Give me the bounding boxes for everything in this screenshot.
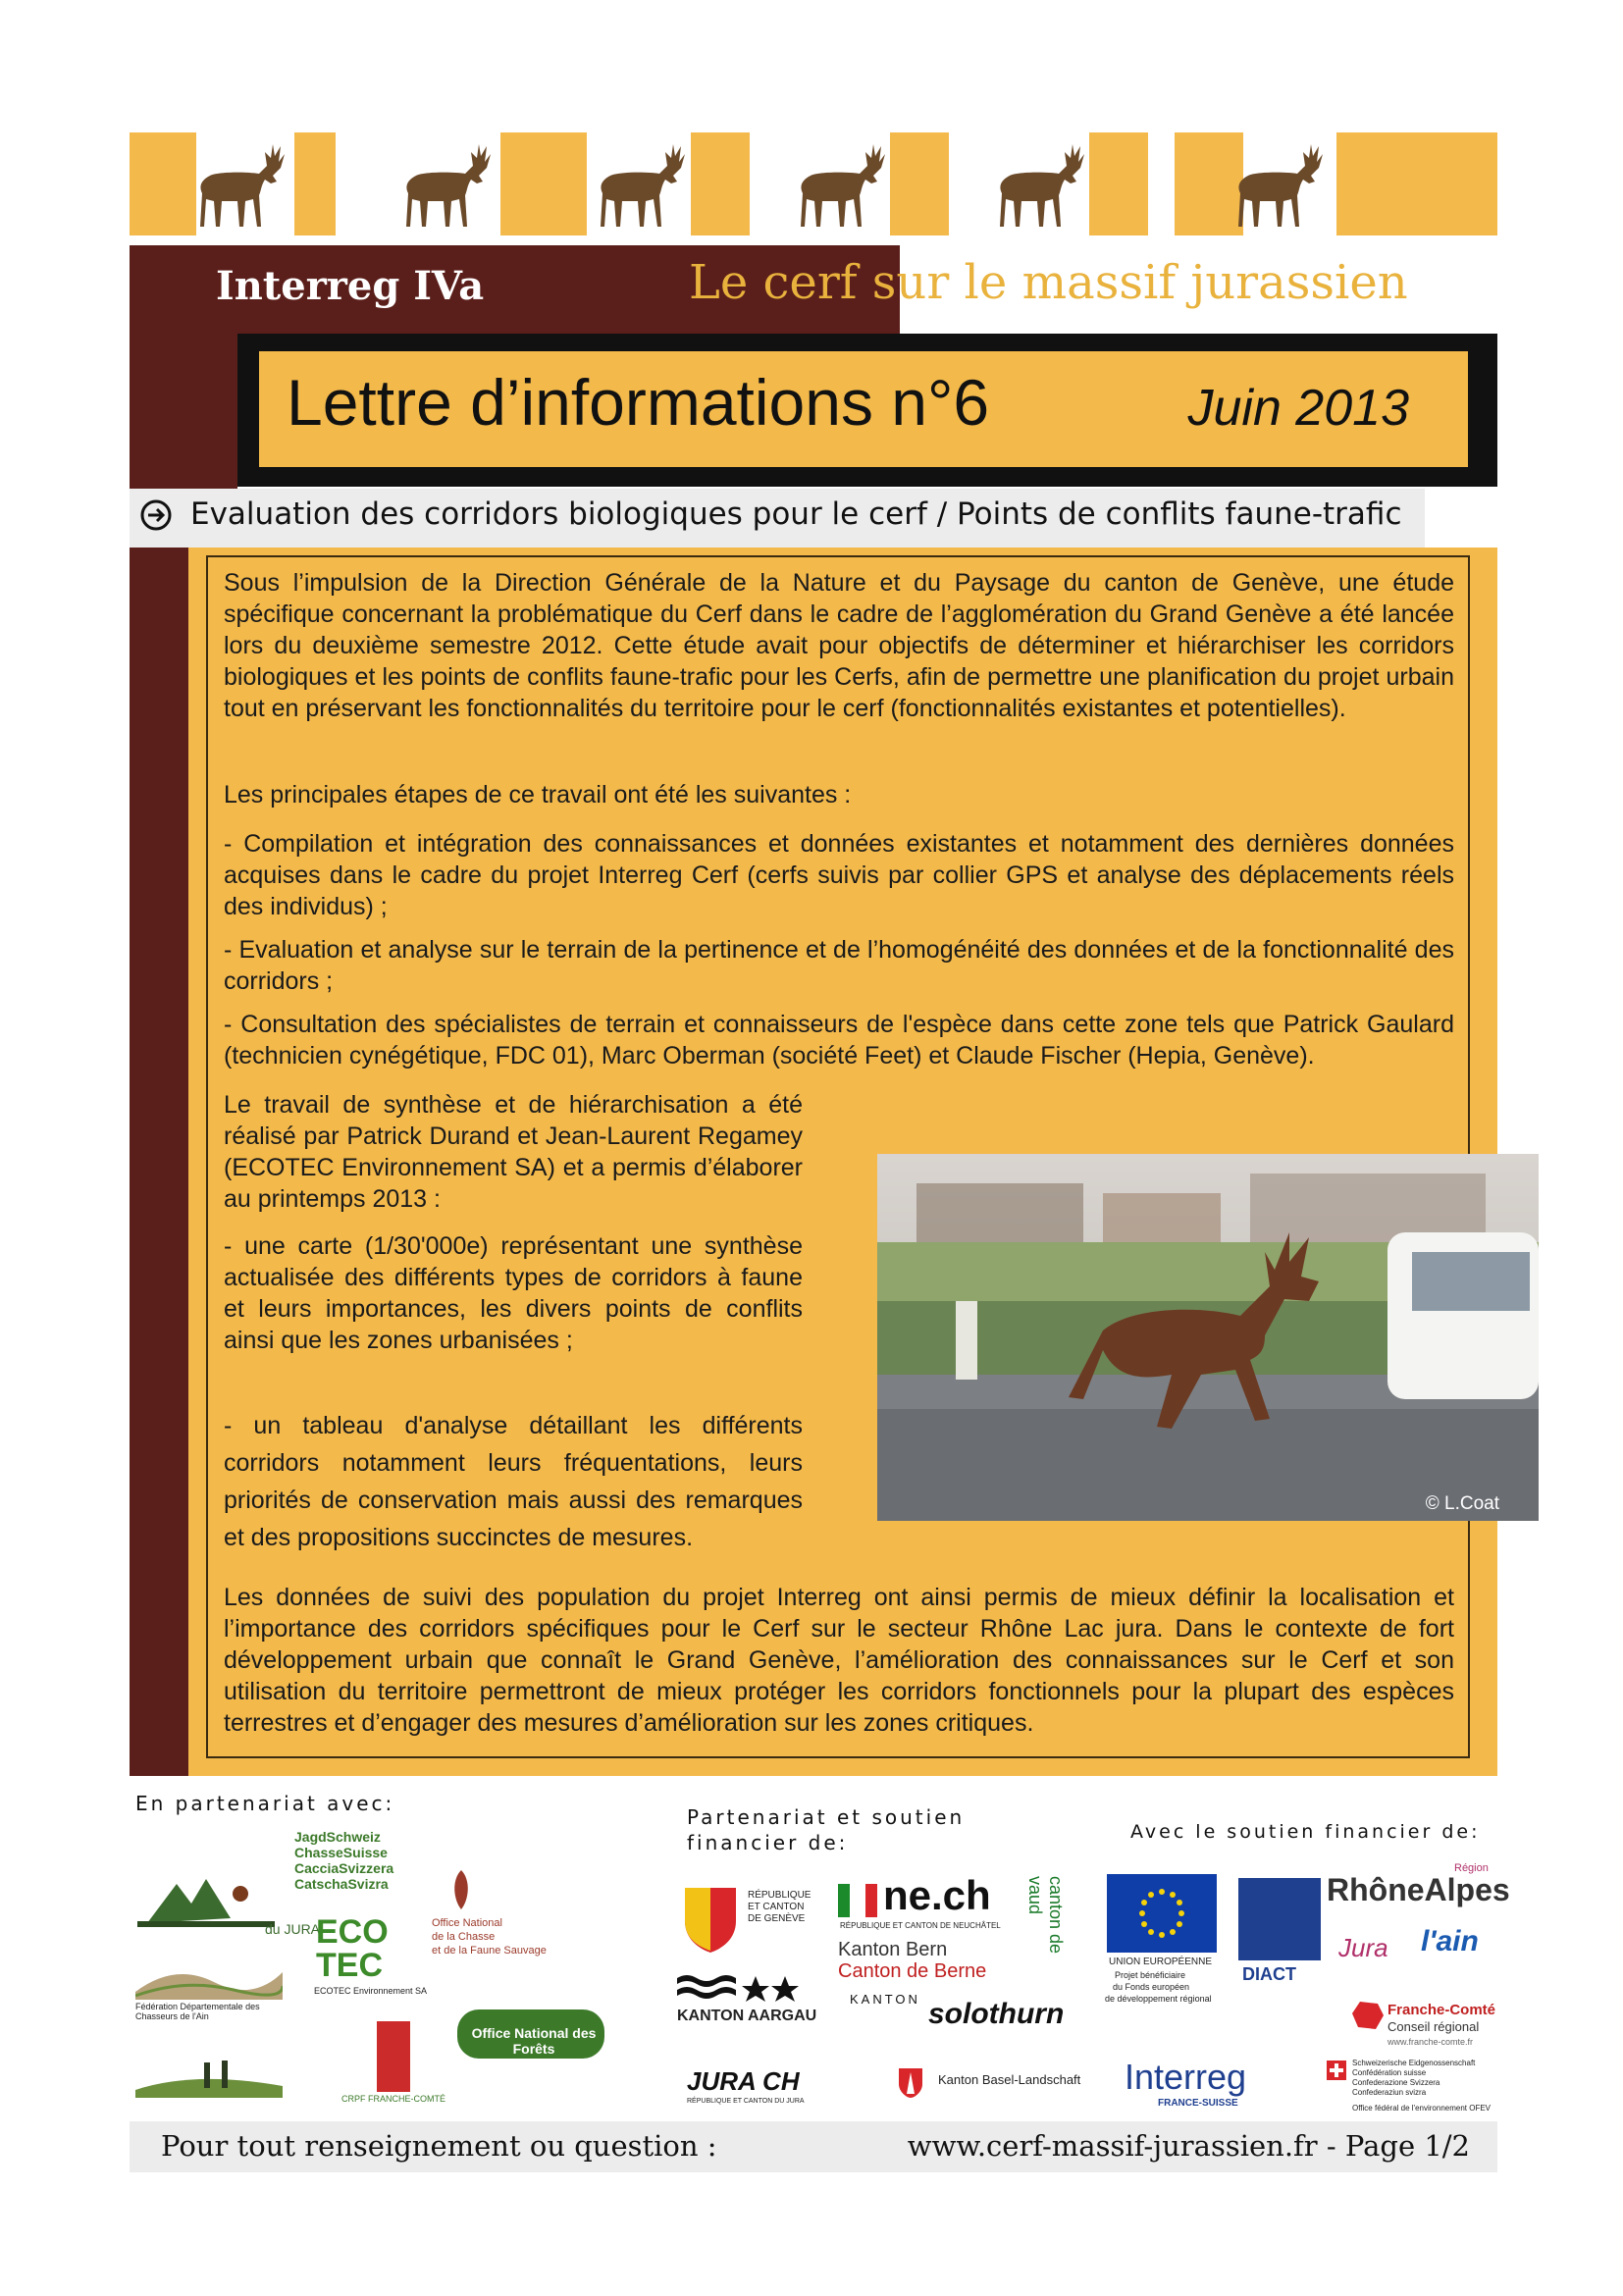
basel-label: Kanton Basel-Landschaft: [938, 2072, 1081, 2087]
eu-label-4: de développement régional: [1105, 1994, 1212, 2004]
onf-label: Office National des Forêts: [471, 2025, 597, 2057]
deliverable-table: - un tableau d'analyse détaillant les différents corridors notamment leurs fréquentations, leurs priorités de conservation mais aussi des remarques et des propositions succinctes de mesures.: [224, 1412, 803, 1551]
strip-tile: [691, 132, 750, 235]
stag-silhouette-icon: [589, 136, 697, 235]
diact-label: DIACT: [1242, 1964, 1296, 1984]
federation-jura-label: du JURA: [265, 1921, 321, 1937]
crpf-label: CRPF FRANCHE-COMTÉ: [341, 2094, 445, 2104]
footer-bar: [130, 2121, 1497, 2172]
title-band: [130, 245, 1497, 334]
jagd-logo-line1: JagdSchweiz: [294, 1829, 381, 1845]
swiss-label-3: Confederazione Svizzera: [1352, 2078, 1440, 2087]
hunters-logo: [135, 2051, 283, 2098]
solothurn-label-a: KANTON: [850, 1992, 920, 2007]
franche-comte-label-3: www.franche-comte.fr: [1387, 2037, 1474, 2047]
newsletter-title-frame: [130, 332, 1497, 489]
deer-photo-image: [877, 1154, 1539, 1521]
neuchatel-flag-icon: [838, 1884, 877, 1917]
jura-logo: JURA CH: [687, 2066, 800, 2096]
financial-partners-heading-line2: financier de:: [687, 1831, 849, 1854]
frame-maroon-bar: [130, 332, 237, 489]
deer-head-icon: [442, 1860, 481, 1913]
jura-departement-logo: Jura: [1338, 1933, 1388, 1962]
project-title: Le cerf sur le massif jurassien: [689, 255, 1408, 310]
ecotec-label: ECOTEC Environnement SA: [314, 1986, 428, 1996]
neuchatel-label: RÉPUBLIQUE ET CANTON DE NEUCHÂTEL: [840, 1921, 1001, 1930]
geneva-label-1: RÉPUBLIQUE: [748, 1890, 812, 1901]
swiss-label-1: Schweizerische Eidgenossenschaft: [1352, 2059, 1476, 2067]
oncfs-label-1: Office National: [432, 1917, 502, 1929]
interreg-logo: Interreg: [1125, 2057, 1247, 2097]
strip-tile: [890, 132, 949, 235]
republique-francaise-logo: [1238, 1878, 1321, 1960]
neuchatel-logo: ne.ch: [883, 1872, 991, 1918]
interreg-sublabel: FRANCE-SUISSE: [1158, 2098, 1238, 2109]
stag-silhouette-icon: [188, 136, 296, 235]
geneva-label-3: DE GENÈVE: [748, 1913, 806, 1924]
swiss-label-5: Office fédéral de l'environnement OFEV: [1352, 2104, 1492, 2113]
solothurn-label-b: solothurn: [928, 1998, 1065, 2030]
strip-tile: [500, 132, 587, 235]
article-block: [130, 548, 1497, 1776]
vaud-logo: [1021, 1870, 1066, 1978]
oncfs-label-3: et de la Faune Sauvage: [432, 1945, 547, 1957]
section-heading: [130, 489, 1497, 548]
oncfs-logo: [442, 1860, 481, 1913]
rhone-alpes-logo: RhôneAlpes: [1327, 1872, 1510, 1907]
newsletter-title-box: [237, 334, 1497, 487]
onf-logo: [457, 2009, 604, 2059]
bern-label-2: Canton de Berne: [838, 1960, 987, 1982]
article-maroon-bar: [130, 548, 188, 1776]
stag-silhouette-icon: [394, 136, 502, 235]
landscape-icon: [135, 1953, 283, 2000]
ecotec-logo: ECO TEC: [316, 1913, 389, 1984]
geneva-label-2: ET CANTON: [748, 1902, 805, 1912]
vaud-label: canton de vaud: [1025, 1876, 1066, 1955]
aargau-label: KANTON AARGAU: [677, 2008, 817, 2024]
oncfs-label-2: de la Chasse: [432, 1931, 496, 1943]
step-evaluation: - Evaluation et analyse sur le terrain de la pertinence et de l’homogénéité des données et de la fonctionnalité des corridors ;: [224, 936, 1454, 995]
eu-label-2: Projet bénéficiaire: [1115, 1970, 1186, 1980]
partners-heading: En partenariat avec:: [135, 1792, 395, 1815]
franche-comte-label-1: Franche-Comté: [1387, 2002, 1496, 2018]
aargau-arms-icon: [677, 1972, 814, 2006]
financial-support-heading: Avec le soutien financier de:: [1130, 1821, 1481, 1843]
deliverable-map: - une carte (1/30'000e) représentant une synthèse actualisée des différents types de corridors à faune et leurs importances, les divers points de conflits ainsi que les zones urbanisées ;: [224, 1232, 803, 1354]
strip-tile: [1336, 132, 1497, 235]
section-heading-bar: [130, 489, 1425, 548]
header-stag-strip: [130, 132, 1497, 235]
federation-jura-logo: [137, 1864, 275, 1933]
steps-intro: Les principales étapes de ce travail ont été les suivantes :: [224, 781, 852, 809]
financial-partners-heading-line1: Partenariat et soutien: [687, 1805, 966, 1829]
crpf-logo: [377, 2021, 410, 2092]
eu-label-3: du Fonds européen: [1113, 1982, 1190, 1992]
geneva-coat-of-arms-icon: [681, 1878, 740, 1955]
jura-label: RÉPUBLIQUE ET CANTON DU JURA: [687, 2098, 805, 2105]
ain-departement-logo: l'ain: [1421, 1925, 1479, 1957]
stag-silhouette-icon: [988, 136, 1096, 235]
jagd-logo-line2: ChasseSuisse: [294, 1845, 388, 1860]
swiss-label-4: Confederaziun svizra: [1352, 2088, 1427, 2097]
synthesis-paragraph: Le travail de synthèse et de hiérarchisation a été réalisé par Patrick Durand et Jean-Laurent Regamey (ECOTEC Environnement SA) et a permis d’élaborer au printemps 2013 :: [224, 1091, 803, 1213]
hunters-icon: [135, 2051, 283, 2098]
intro-paragraph: Sous l’impulsion de la Direction Générale de la Nature et du Paysage du canton de Genève, une étude spécifique concernant la problématique du Cerf dans le cadre de l’agglomération du Grand Genève a été lancée lors du deuxième semestre 2012. Cette étude avait pour objectifs de déterminer et hiérarchiser les corridors biologiques et les points de conflits faune-trafic pour les Cerfs, afin de permettre une planification du projet urbain tout en préservant les fonctionnalités du territoire pour le cerf (fonctionnalités existantes et potentielles).: [224, 569, 1454, 722]
swiss-flag-icon: [1327, 2061, 1346, 2080]
rhone-alpes-region: Région: [1454, 1862, 1489, 1874]
france-map-icon: [1350, 1998, 1386, 2033]
newsletter-title-panel: [259, 351, 1468, 467]
strip-tile: [294, 132, 336, 235]
forest-hunter-icon: [137, 1864, 275, 1933]
stag-silhouette-icon: [1227, 136, 1335, 235]
arrow-bullet-icon: [137, 496, 175, 534]
newsletter-title: Lettre d’informations n°6: [287, 366, 990, 439]
step-compilation: - Compilation et intégration des connaissances et données existantes et notamment des dernières données acquises dans le cadre du projet Interreg Cerf (cerfs suivis par collier GPS et analyse des déplacements réels des individus) ;: [224, 830, 1454, 920]
jagd-logo-line3: CacciaSvizzera: [294, 1860, 394, 1876]
newsletter-date: Juin 2013: [1187, 380, 1409, 437]
bern-label-1: Kanton Bern: [838, 1939, 948, 1960]
basel-arms-icon: [893, 2064, 928, 2100]
federation-ain-label: Fédération Départementale des Chasseurs de l'Ain: [135, 2002, 260, 2021]
federation-ain-logo: [135, 1953, 283, 2000]
conclusion-paragraph: Les données de suivi des population du projet Interreg ont ainsi permis de mieux définir la localisation et l’importance des corridors spécifiques pour le Cerf sur le secteur Rhône Lac jura. Dans le contexte de fort développement urbain que connaît le Grand Genève, l’amélioration des connaissances sur le Cerf et son utilisation du territoire permettront de mieux protéger les corridors fonctionnels pour la plupart des espèces terrestres et d’engager des mesures d’amélioration sur les zones critiques.: [224, 1584, 1454, 1737]
jagd-logo-line4: CatschaSvizra: [294, 1876, 389, 1892]
strip-tile: [1089, 132, 1148, 235]
franche-comte-label-2: Conseil régional: [1387, 2019, 1480, 2034]
eu-stars-icon: [1107, 1874, 1217, 1953]
deer-crossing-photo: [877, 1154, 1539, 1521]
swiss-label-2: Confédération suisse: [1352, 2068, 1427, 2077]
footer-contact-text: Pour tout renseignement ou question :: [161, 2129, 717, 2163]
step-consultation: - Consultation des spécialistes de terrain et connaisseurs de l'espèce dans cette zone tels que Patrick Gaulard (technicien cynégétique, FDC 01), Marc Oberman (société Feet) et Claude Fischer (Hepia, Genève).: [224, 1011, 1454, 1070]
eu-flag: [1107, 1874, 1217, 1953]
strip-tile: [130, 132, 196, 235]
footer-website-link[interactable]: www.cerf-massif-jurassien.fr - Page 1/2: [907, 2129, 1470, 2163]
program-label: Interreg IVa: [216, 263, 485, 309]
stag-silhouette-icon: [789, 136, 897, 235]
photo-credit: © L.Coat: [1425, 1493, 1499, 1514]
section-title: Evaluation des corridors biologiques pour le cerf / Points de conflits faune-trafic: [190, 496, 1402, 532]
article-frame: [206, 555, 1499, 1758]
eu-label-1: UNION EUROPÉENNE: [1109, 1957, 1213, 1967]
